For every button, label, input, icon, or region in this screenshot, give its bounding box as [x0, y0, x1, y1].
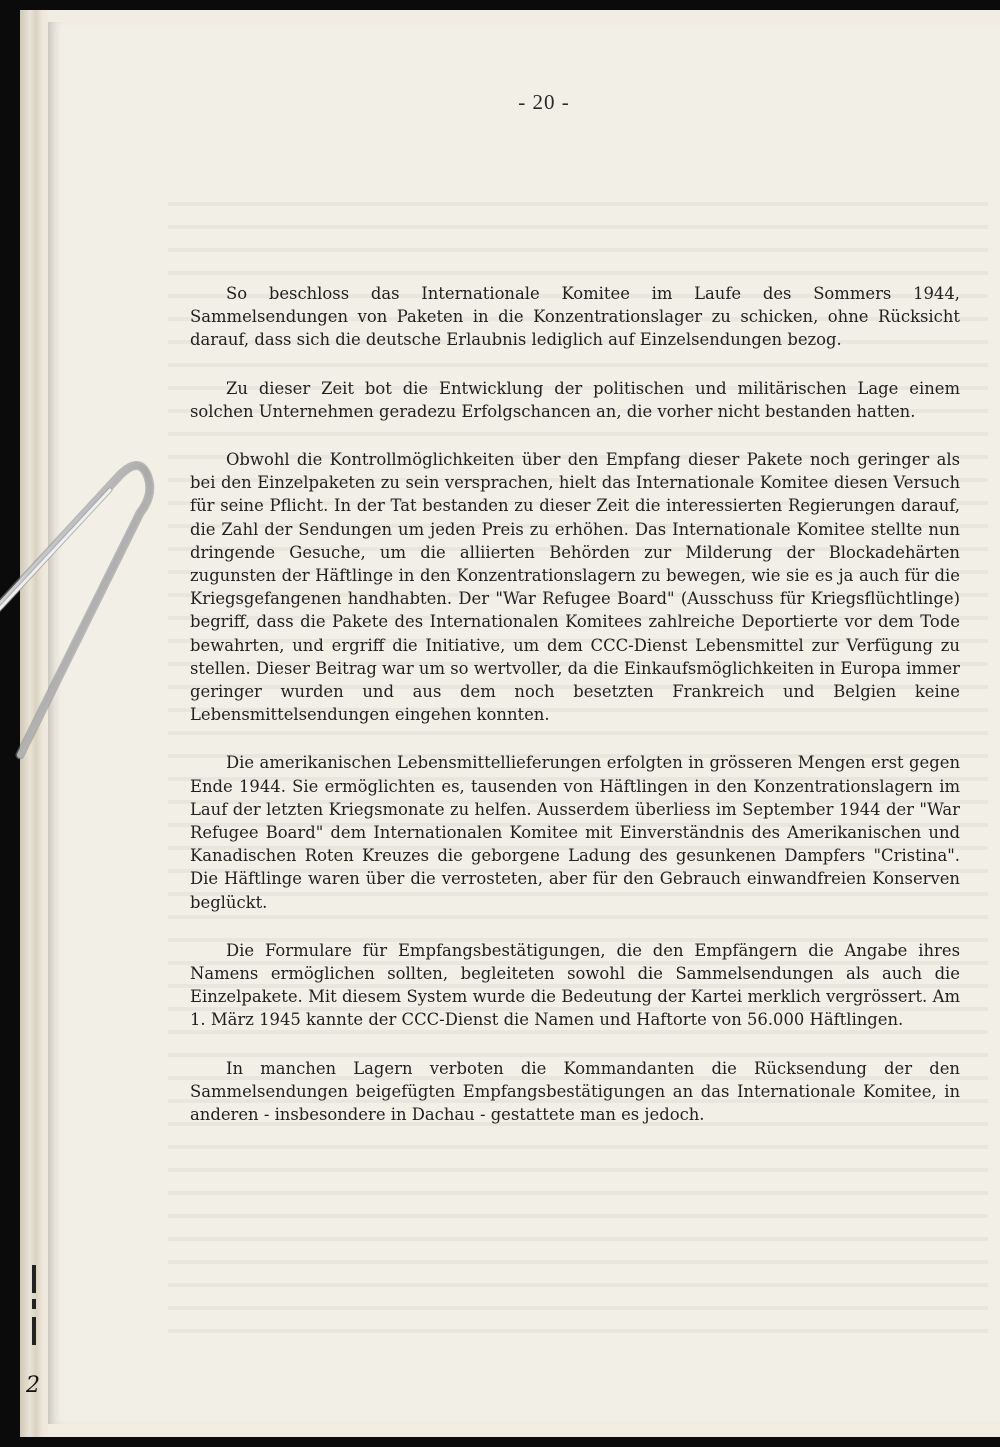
- paragraph-4: Die amerikanischen Lebensmittellieferungen erfolgten in grösseren Mengen erst gegen Ende 1944. Sie ermöglichten es, tausenden von Häftlingen in den Konzentrationslagern im Lauf der letzten Kriegsmonate zu helfen. Ausserdem überliess im September 1944 der "War Refugee Board" dem Internationalen Komitee mit Einverständnis des Amerikanischen und Kanadischen Roten Kreuzes die geborgene Ladung des gesunkenen Dampfers "Cristina". Die Häftlinge waren über die verrosteten, aber für den Gebrauch einwandfreien Konserven beglückt.: [190, 753, 960, 912]
- margin-marks: [24, 1255, 44, 1405]
- page-number: - 20 -: [518, 90, 570, 114]
- paragraph-5: Die Formulare für Empfangsbestätigungen, die den Empfängern die Angabe ihres Namens ermöglichen sollten, begleiteten sowohl die Sammelsendungen als auch die Einzelpakete. Mit diesem System wurde die Bedeutung der Kartei merklich vergrössert. Am 1. März 1945 kannte der CCC-Dienst die Namen und Haftorte von 56.000 Häftlingen.: [190, 940, 960, 1030]
- margin-handwritten-mark: 2: [26, 1373, 40, 1398]
- paragraph-1: So beschloss das Internationale Komitee im Laufe des Sommers 1944, Sammelsendungen von Paketen in die Konzentrationslager zu schicken, ohne Rücksicht darauf, dass sich die deutsche Erlaubnis lediglich auf Einzelsendungen bezog.: [190, 284, 960, 350]
- margin-bar: [32, 1265, 36, 1293]
- margin-bar: [32, 1317, 36, 1345]
- paragraph-2: Zu dieser Zeit bot die Entwicklung der politischen und militärischen Lage einem solchen Unternehmen geradezu Erfolgschancen an, die vorher nicht bestanden hatten.: [190, 378, 960, 421]
- paragraph-6: In manchen Lagern verboten die Kommandanten die Rücksendung der den Sammelsendungen beigefügten Empfangsbestätigungen an das Internationale Komitee, in anderen - insbesondere in Dachau - gestattete man es jedoch.: [190, 1058, 960, 1125]
- body-text: [190, 282, 960, 1151]
- document-page: [48, 22, 1000, 1424]
- margin-bar: [32, 1299, 36, 1309]
- paragraph-3: Obwohl die Kontrollmöglichkeiten über den Empfang dieser Pakete noch geringer als bei den Einzelpaketen zu sein versprachen, hielt das Internationale Komitee diesen Versuch für seine Pflicht. In der Tat bestanden zu dieser Zeit die interessierten Regierungen darauf, die Zahl der Sendungen um jeden Preis zu erhöhen. Das Internationale Komitee stellte nun dringende Gesuche, um die alliierten Behörden zur Milderung der Blockadehärten zugunsten der Häftlinge in den Konzentrationslagern zu bewegen, wie sie es ja auch für die Kriegsgefangenen handhabten. Der "War Refugee Board" (Ausschuss für Kriegsflüchtlinge) begriff, dass die Pakete des Internationalen Komitees zahlreiche Deportierte vor dem Tode bewahrten, und ergriff die Initiative, um dem CCC-Dienst Lebensmittel zur Verfügung zu stellen. Dieser Beitrag war um so wertvoller, da die Einkaufsmöglichkeiten in Europa immer geringer wurden und aus dem noch besetzten Frankreich und Belgien keine Lebensmittelsendungen eingehen konnten.: [190, 450, 960, 725]
